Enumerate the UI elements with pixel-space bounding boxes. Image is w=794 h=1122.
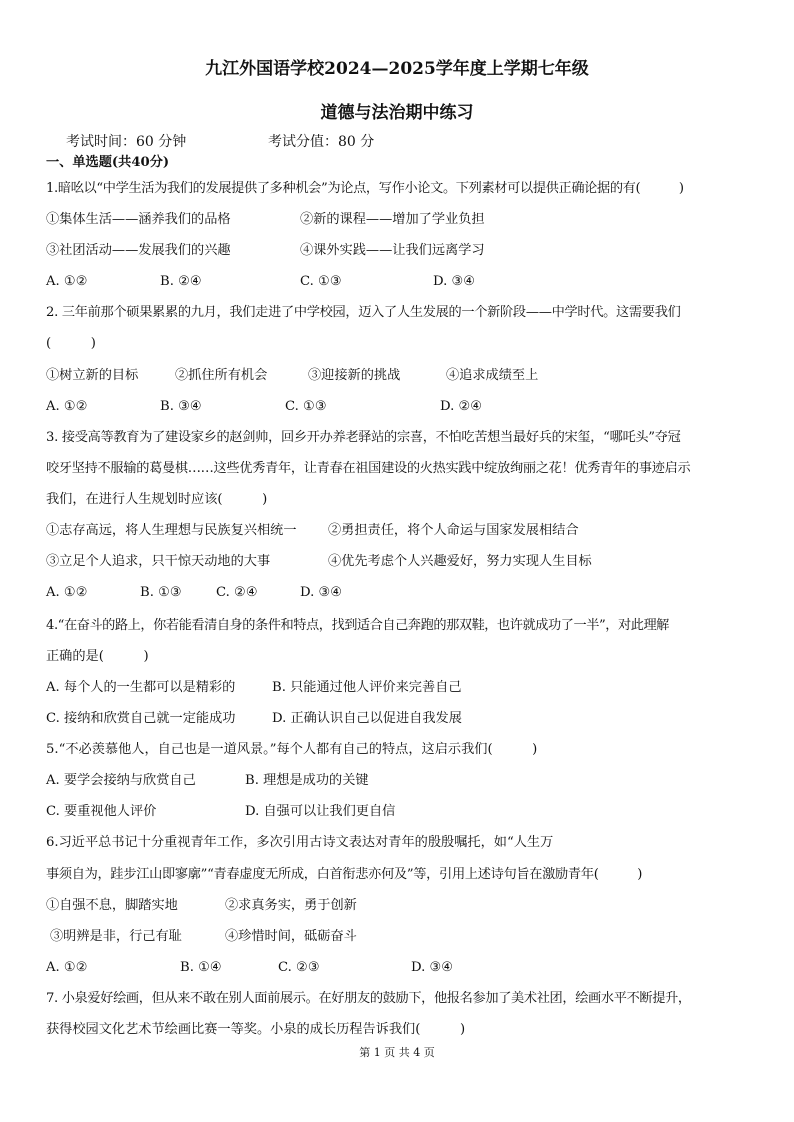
q2-statement-1: ①树立新的目标 bbox=[46, 368, 139, 383]
question-3-stem-cont-2: 我们，在进行人生规划时应该( ) bbox=[46, 492, 268, 507]
question-1-stem: 1.暗吆以“中学生活为我们的发展提供了多种机会”为论点，写作小论文。下列素材可以提供正确论据的有( ) bbox=[46, 181, 684, 196]
q3-option-b: B. ①③ bbox=[140, 585, 182, 600]
q2-option-d: D. ②④ bbox=[440, 399, 483, 414]
q1-statement-2: ②新的课程——增加了学业负担 bbox=[300, 212, 485, 227]
q1-statement-1: ①集体生活——涵养我们的品格 bbox=[46, 212, 231, 227]
q2-statement-3: ③迎接新的挑战 bbox=[308, 368, 401, 383]
question-3-stem-cont-1: 咬牙坚持不服输的葛曼棋……这些优秀青年，让青春在祖国建设的火热实践中绽放绚丽之花！优秀青年的事迹启示 bbox=[46, 461, 691, 476]
q5-option-b: B. 理想是成功的关键 bbox=[245, 773, 369, 788]
q4-option-c: C. 接纳和欣赏自己就一定能成功 bbox=[46, 711, 236, 726]
q1-option-b: B. ②④ bbox=[160, 274, 202, 289]
q4-option-b: B. 只能通过他人评价来完善自己 bbox=[272, 680, 462, 695]
q5-option-d: D. 自强可以让我们更自信 bbox=[245, 804, 396, 819]
q4-option-a: A. 每个人的一生都可以是精彩的 bbox=[46, 680, 236, 695]
q3-statement-1: ①志存高远，将人生理想与民族复兴相统一 bbox=[46, 523, 297, 538]
q3-option-c: C. ②④ bbox=[216, 585, 258, 600]
q3-statement-2: ②勇担责任，将个人命运与国家发展相结合 bbox=[328, 523, 579, 538]
question-6-stem: 6.习近平总书记十分重视青年工作，多次引用古诗文表达对青年的殷殷嘱托，如“人生万 bbox=[46, 835, 554, 850]
question-5-stem: 5.“不必羡慕他人，自己也是一道风景。”每个人都有自己的特点，这启示我们( ) bbox=[46, 742, 538, 757]
question-4-stem-cont: 正确的是( ) bbox=[46, 649, 149, 664]
q6-option-d: D. ③④ bbox=[411, 960, 454, 975]
question-6-stem-cont: 事须自为，跬步江山即寥廓”“青春虚度无所成，白首衔悲亦何及”等，引用上述诗句旨在激励青年( ) bbox=[46, 867, 643, 882]
q3-statement-4: ④优先考虑个人兴趣爱好，努力实现人生目标 bbox=[328, 554, 592, 569]
section-heading: 一、单选题(共40分) bbox=[46, 155, 170, 170]
q1-option-c: C. ①③ bbox=[300, 274, 342, 289]
question-3-stem: 3. 接受高等教育为了建设家乡的赵剑帅，回乡开办养老驿站的宗喜，不怕吃苦想当最好兵的宋玺，“哪吒头”夺冠 bbox=[46, 430, 681, 445]
question-2-stem-cont: ( ) bbox=[46, 336, 96, 351]
q2-statement-4: ④追求成绩至上 bbox=[446, 368, 539, 383]
q6-statement-3: ③明辨是非，行己有耻 bbox=[50, 929, 182, 944]
q5-option-c: C. 要重视他人评价 bbox=[46, 804, 157, 819]
q1-option-a: A. ①② bbox=[46, 274, 88, 289]
q1-option-d: D. ③④ bbox=[433, 274, 476, 289]
q6-statement-4: ④珍惜时间，砥砺奋斗 bbox=[225, 929, 357, 944]
page-number: 第 1 页 共 4 页 bbox=[359, 1046, 435, 1059]
page-title: 九江外国语学校2024—2025学年度上学期七年级 bbox=[205, 59, 589, 79]
q3-option-a: A. ①② bbox=[46, 585, 88, 600]
q2-option-a: A. ①② bbox=[46, 399, 88, 414]
q6-statement-2: ②求真务实，勇于创新 bbox=[225, 898, 357, 913]
q4-option-d: D. 正确认识自己以促进自我发展 bbox=[272, 711, 462, 726]
q2-statement-2: ②抓住所有机会 bbox=[175, 368, 268, 383]
exam-score: 考试分值：80 分 bbox=[268, 134, 375, 150]
q1-statement-4: ④课外实践——让我们远离学习 bbox=[300, 243, 485, 258]
q6-option-c: C. ②③ bbox=[278, 960, 320, 975]
question-7-stem: 7. 小泉爱好绘画，但从来不敢在别人面前展示。在好朋友的鼓励下，他报名参加了美术社团，绘画水平不断提升， bbox=[46, 991, 691, 1006]
q6-option-b: B. ①④ bbox=[180, 960, 222, 975]
exam-time: 考试时间：60 分钟 bbox=[66, 134, 187, 150]
q3-statement-3: ③立足个人追求，只干惊天动地的大事 bbox=[46, 554, 271, 569]
q5-option-a: A. 要学会接纳与欣赏自己 bbox=[46, 773, 196, 788]
question-4-stem: 4.“在奋斗的路上，你若能看清自身的条件和特点，找到适合自己奔跑的那双鞋，也许就成功了一半”，对此理解 bbox=[46, 618, 669, 633]
q6-option-a: A. ①② bbox=[46, 960, 88, 975]
question-7-stem-cont: 获得校园文化艺术节绘画比赛一等奖。小泉的成长历程告诉我们( ) bbox=[46, 1022, 466, 1037]
q3-option-d: D. ③④ bbox=[300, 585, 343, 600]
q2-option-b: B. ③④ bbox=[160, 399, 202, 414]
q1-statement-3: ③社团活动——发展我们的兴趣 bbox=[46, 243, 231, 258]
q2-option-c: C. ①③ bbox=[285, 399, 327, 414]
question-2-stem: 2. 三年前那个硕果累累的九月，我们走进了中学校园，迈入了人生发展的一个新阶段——中学时代。这需要我们 bbox=[46, 305, 681, 320]
q6-statement-1: ①自强不息，脚踏实地 bbox=[46, 898, 178, 913]
page-subtitle: 道德与法治期中练习 bbox=[320, 103, 474, 123]
